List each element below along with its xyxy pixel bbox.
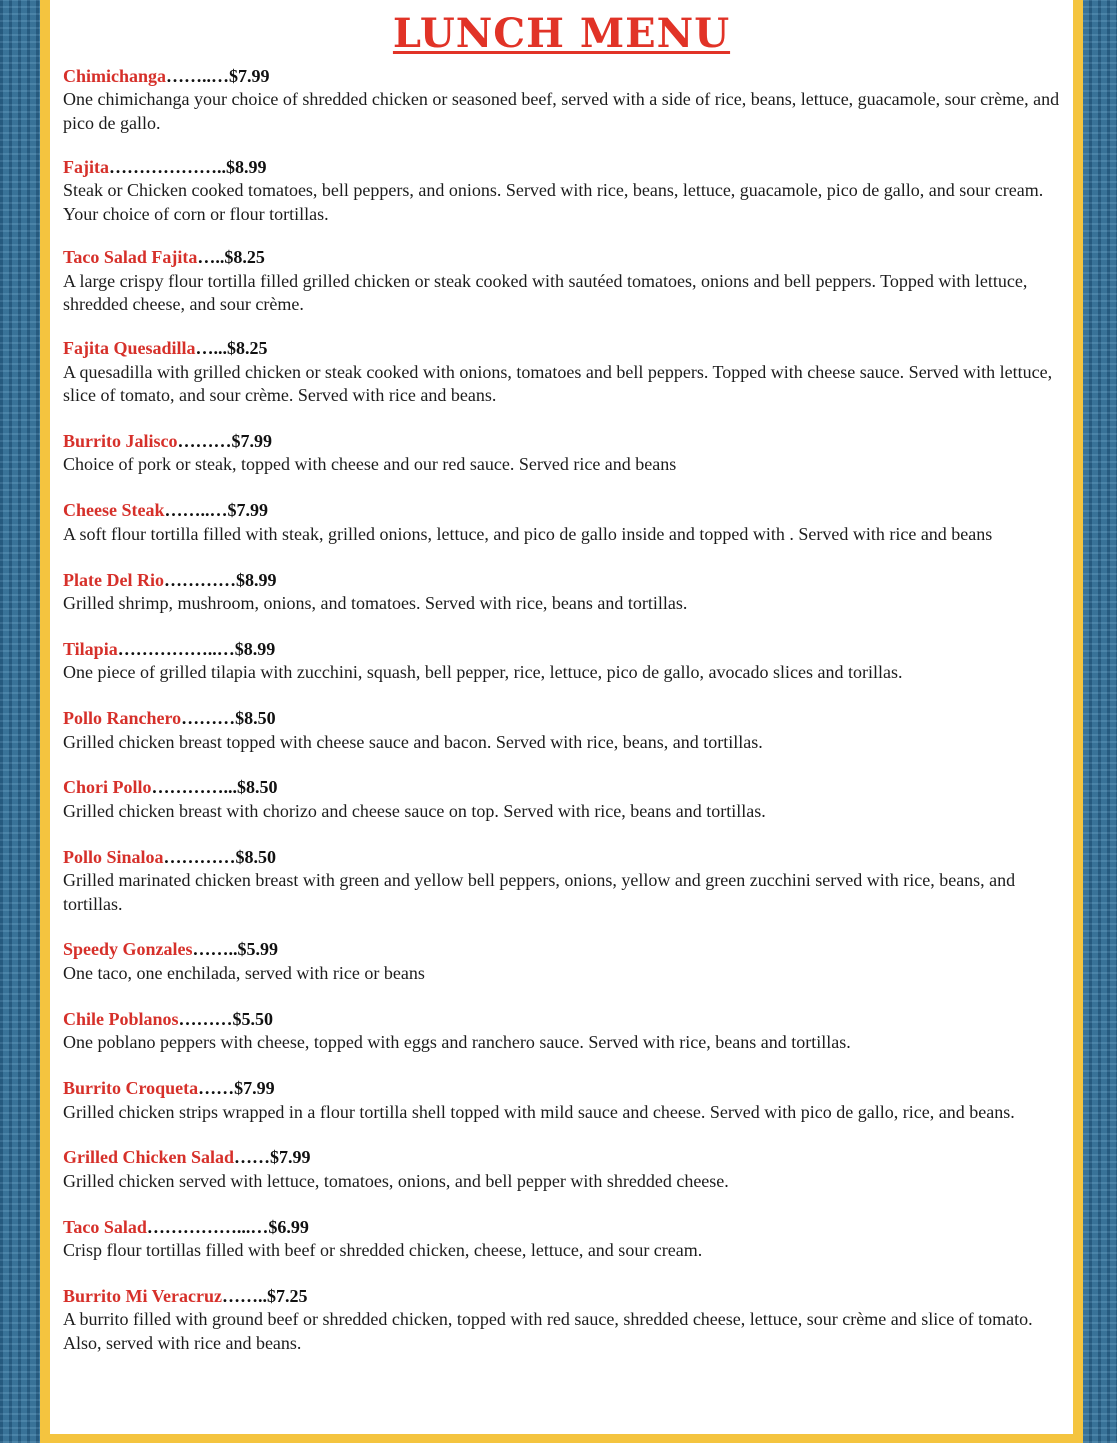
menu-item-price: $7.25 xyxy=(266,1286,308,1307)
menu-item-description: One piece of grilled tilapia with zucchini, squash, bell pepper, rice, lettuce, pico de gallo, avocado slices and torillas. xyxy=(63,662,903,683)
menu-item-header xyxy=(63,569,1061,592)
menu-item-name: Plate Del Rio xyxy=(63,569,164,590)
menu-item-leader-dots: …… xyxy=(198,1078,235,1099)
menu-item-price: $7.99 xyxy=(270,1147,311,1168)
menu-item-header xyxy=(63,430,1061,453)
menu-item-header xyxy=(63,1146,1061,1169)
menu-item-leader-dots: ……………...… xyxy=(146,1216,269,1237)
menu-item-name: Burrito Croqueta xyxy=(63,1078,199,1099)
menu-item-price: $8.25 xyxy=(227,338,268,359)
menu-item xyxy=(63,1077,1073,1124)
menu-item xyxy=(63,430,1073,477)
menu-item-price: $8.25 xyxy=(224,247,265,268)
menu-frame xyxy=(40,0,1083,1443)
menu-item-name: Speedy Gonzales xyxy=(63,939,193,960)
menu-item-leader-dots: …….. xyxy=(221,1286,267,1307)
menu-item-price: $5.99 xyxy=(237,939,279,960)
menu-item-description: Crisp flour tortillas filled with beef or shredded chicken, cheese, lettuce, and sour cream. xyxy=(63,1240,703,1261)
menu-item-price: $8.50 xyxy=(235,846,277,867)
menu-item-header xyxy=(63,499,1061,522)
menu-item-name: Pollo Sinaloa xyxy=(63,846,164,867)
menu-item-leader-dots: …... xyxy=(195,338,228,359)
menu-item-description: A quesadilla with grilled chicken or steak cooked with onions, tomatoes and bell peppers. Topped with cheese sauce. Served with lettuce, slice of tomato, and sour crème. Served with rice and beans. xyxy=(63,361,1053,405)
menu-item-header xyxy=(63,156,1061,179)
menu-item-header xyxy=(63,1216,1061,1239)
menu-item-description: One taco, one enchilada, served with rice or beans xyxy=(63,962,425,983)
menu-item-header xyxy=(63,707,1061,730)
menu-item-description: A soft flour tortilla filled with steak, grilled onions, lettuce, and pico de gallo inside and topped with . Served with rice and beans xyxy=(63,523,993,544)
menu-item-leader-dots: …………... xyxy=(151,777,237,798)
menu-item-leader-dots: ……… xyxy=(181,708,236,729)
menu-item-leader-dots: ……………….. xyxy=(108,156,226,177)
menu-item-price: $7.99 xyxy=(229,66,270,86)
menu-item-name: Taco Salad Fajita xyxy=(63,247,198,268)
menu-item xyxy=(63,638,1073,685)
menu-item-header xyxy=(63,638,1061,661)
menu-item-price: $7.99 xyxy=(234,1078,275,1099)
menu-item-name: Chori Pollo xyxy=(63,777,152,798)
menu-item-header xyxy=(63,846,1061,869)
menu-item-header xyxy=(63,246,1061,269)
menu-item-price: $8.50 xyxy=(237,777,278,798)
menu-title-text: LUNCH MENU xyxy=(392,10,731,57)
menu-item xyxy=(63,938,1073,985)
menu-item-description: Grilled chicken breast with chorizo and cheese sauce on top. Served with rice, beans and tortillas. xyxy=(63,800,766,821)
menu-sheet xyxy=(50,0,1073,1434)
menu-item-name: Fajita xyxy=(63,156,109,177)
menu-item-header xyxy=(63,1285,1061,1308)
menu-item-leader-dots: ………… xyxy=(163,569,236,590)
menu-item xyxy=(63,569,1073,616)
menu-item-header xyxy=(63,65,1061,88)
menu-item-name: Burrito Mi Veracruz xyxy=(63,1286,222,1307)
menu-item xyxy=(63,1216,1073,1263)
menu-item xyxy=(63,246,1073,316)
menu-item-description: One poblano peppers with cheese, topped with eggs and ranchero sauce. Served with rice, beans and tortillas. xyxy=(63,1032,851,1053)
menu-item-leader-dots: ………… xyxy=(163,846,236,867)
menu-item-leader-dots: …….. xyxy=(192,939,238,960)
menu-item-header xyxy=(63,1008,1061,1031)
menu-item-description: Choice of pork or steak, topped with cheese and our red sauce. Served rice and beans xyxy=(63,454,677,475)
menu-item-price: $8.50 xyxy=(235,708,276,729)
menu-item-description: A large crispy flour tortilla filled grilled chicken or steak cooked with sautéed tomatoes, onions and bell peppers. Topped with lettuce, shredded cheese, and sour crème. xyxy=(63,270,1028,315)
menu-items-list xyxy=(63,65,1073,1355)
menu-item xyxy=(63,499,1073,546)
menu-item-description: Steak or Chicken cooked tomatoes, bell peppers, and onions. Served with rice, beans, lettuce, guacamole, pico de gallo, and sour cream. Your choice of corn or flour tortillas. xyxy=(63,180,1044,224)
menu-item xyxy=(63,707,1073,754)
menu-item-header xyxy=(63,1077,1061,1100)
menu-item-leader-dots: ……… xyxy=(178,1008,233,1029)
menu-item-leader-dots: …… xyxy=(234,1147,271,1168)
menu-item xyxy=(63,337,1073,407)
menu-item-header xyxy=(63,776,1061,799)
menu-item-price: $6.99 xyxy=(268,1216,309,1237)
menu-item-leader-dots: ……..… xyxy=(164,500,228,521)
menu-item-description: One chimichanga your choice of shredded chicken or seasoned beef, served with a side of rice, beans, lettuce, guacamole, sour crème, and pico de gallo. xyxy=(63,89,1060,133)
menu-item-name: Chimichanga xyxy=(63,66,167,86)
menu-item-name: Chile Poblanos xyxy=(63,1008,179,1029)
menu-item xyxy=(63,156,1073,226)
menu-item xyxy=(63,1146,1073,1193)
menu-item-header xyxy=(63,337,1061,360)
menu-item-description: Grilled chicken strips wrapped in a flour tortilla shell topped with mild sauce and cheese. Served with pico de gallo, rice, and beans. xyxy=(63,1101,1015,1122)
menu-item-price: $5.50 xyxy=(232,1008,274,1029)
menu-title xyxy=(50,10,1073,58)
menu-item xyxy=(63,1285,1073,1355)
menu-item xyxy=(63,1008,1073,1055)
menu-item-price: $8.99 xyxy=(235,569,277,590)
menu-item-price: $7.99 xyxy=(227,500,268,521)
menu-item-header xyxy=(63,938,1061,961)
menu-item-description: Grilled chicken breast topped with cheese sauce and bacon. Served with rice, beans, and tortillas. xyxy=(63,731,763,752)
menu-item-leader-dots: ……..… xyxy=(166,66,230,86)
menu-item xyxy=(63,846,1073,916)
menu-item xyxy=(63,776,1073,823)
menu-item-description: Grilled marinated chicken breast with green and yellow bell peppers, onions, yellow and green zucchini served with rice, beans, and tortillas. xyxy=(63,870,1016,914)
menu-item-name: Grilled Chicken Salad xyxy=(63,1147,235,1168)
menu-item-name: Fajita Quesadilla xyxy=(63,338,196,359)
menu-item-leader-dots: ……………..… xyxy=(117,638,235,659)
menu-item-description: Grilled shrimp, mushroom, onions, and tomatoes. Served with rice, beans and tortillas. xyxy=(63,592,688,613)
menu-item-description: Grilled chicken served with lettuce, tomatoes, onions, and bell pepper with shredded cheese. xyxy=(63,1170,729,1191)
menu-item-leader-dots: ……… xyxy=(177,430,232,451)
menu-item-price: $8.99 xyxy=(225,156,267,177)
menu-item-name: Burrito Jalisco xyxy=(63,430,178,451)
menu-item-price: $8.99 xyxy=(234,638,276,659)
menu-item-description: A burrito filled with ground beef or shredded chicken, topped with red sauce, shredded cheese, lettuce, sour crème and slice of tomato. Also, served with rice and beans. xyxy=(63,1309,1033,1353)
menu-item-name: Cheese Steak xyxy=(63,500,165,521)
menu-item-name: Taco Salad xyxy=(63,1216,147,1237)
menu-item-name: Pollo Ranchero xyxy=(63,708,182,729)
menu-item-price: $7.99 xyxy=(231,430,272,451)
menu-item xyxy=(63,65,1073,135)
menu-item-name: Tilapia xyxy=(63,638,118,659)
menu-item-leader-dots: ….. xyxy=(197,247,225,268)
